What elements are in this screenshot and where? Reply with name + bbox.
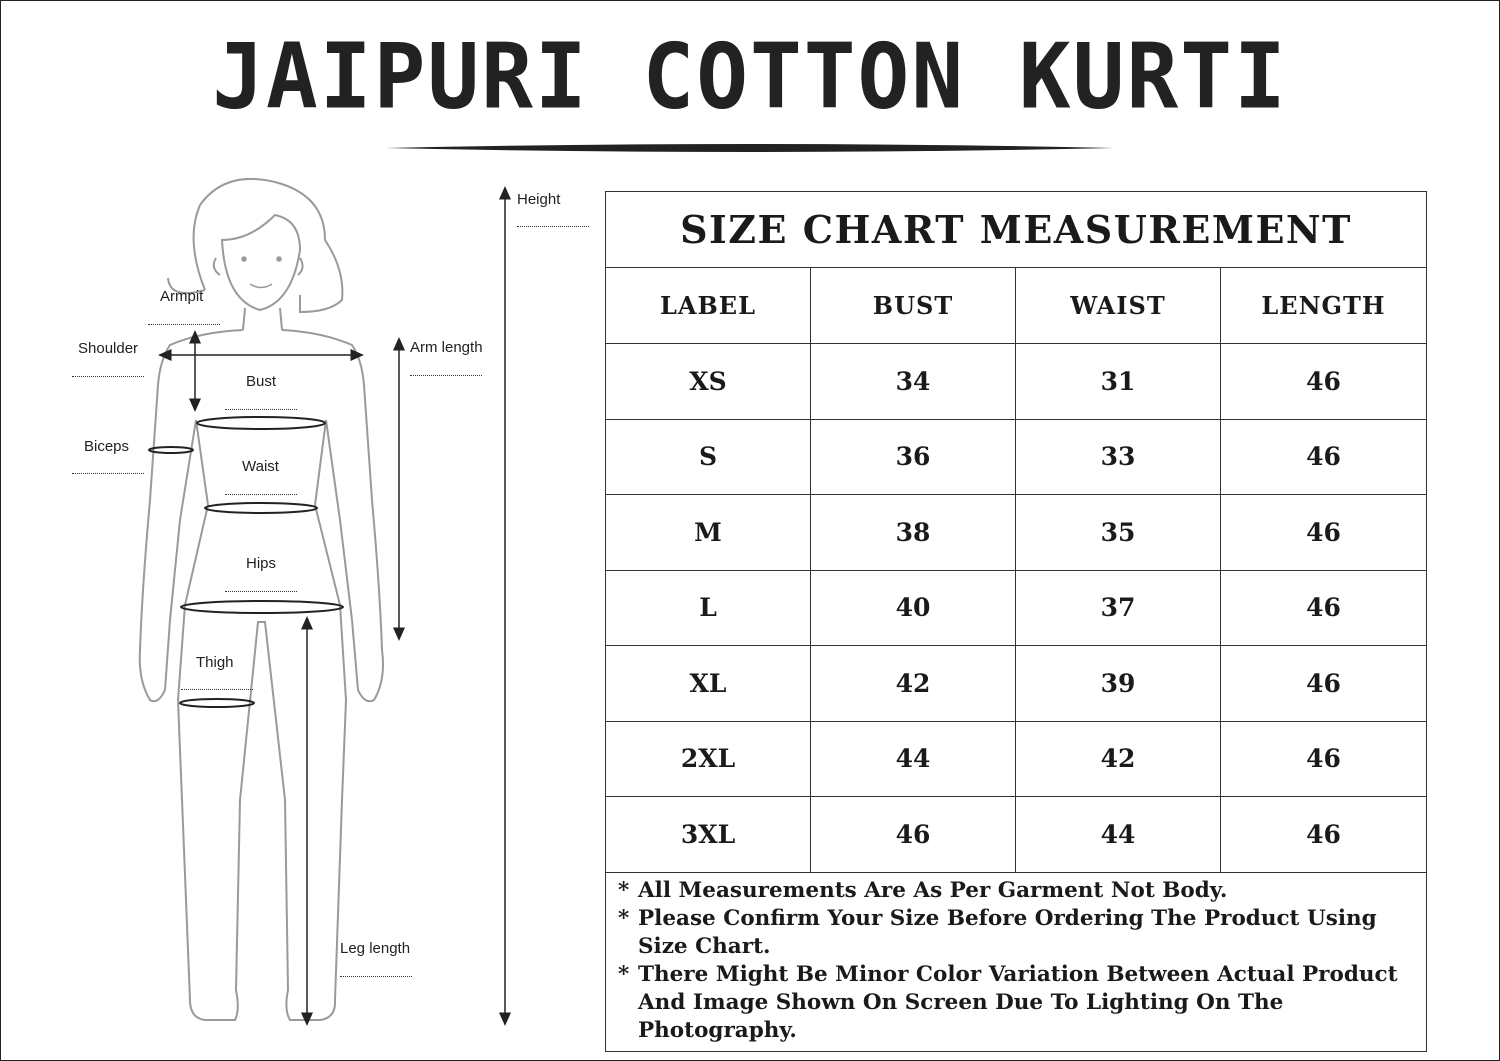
table-row (606, 495, 1427, 571)
table-row (606, 721, 1427, 797)
hips-value-line (225, 591, 297, 592)
label-thigh: Thigh (196, 654, 234, 671)
size-chart-table (605, 191, 1427, 1052)
bust-cell: 46 (811, 797, 1016, 873)
note-item (618, 877, 1418, 905)
armpit-value-line (148, 324, 220, 325)
label-biceps: Biceps (84, 438, 130, 455)
leg-length-value-line (340, 976, 412, 977)
length-cell: 46 (1221, 495, 1427, 571)
label-shoulder: Shoulder (78, 340, 139, 357)
size-label-cell: L (606, 570, 811, 646)
column-header-waist: WAIST (1016, 268, 1221, 344)
waist-cell: 39 (1016, 646, 1221, 722)
size-label-cell: 2XL (606, 721, 811, 797)
length-cell: 46 (1221, 344, 1427, 420)
arm-length-value-line (410, 375, 482, 376)
waist-cell: 31 (1016, 344, 1221, 420)
label-armpit: Armpit (160, 288, 204, 305)
title-underline (386, 140, 1114, 156)
waist-cell: 35 (1016, 495, 1221, 571)
table-row (606, 646, 1427, 722)
bust-cell: 42 (811, 646, 1016, 722)
bust-value-line (225, 409, 297, 410)
length-cell: 46 (1221, 570, 1427, 646)
length-cell: 46 (1221, 797, 1427, 873)
label-bust: Bust (246, 373, 277, 390)
table-row (606, 344, 1427, 420)
column-header-label: LABEL (606, 268, 811, 344)
waist-cell: 42 (1016, 721, 1221, 797)
note-text: All Measurements Are As Per Garment Not Body. (638, 877, 1228, 903)
table-row (606, 570, 1427, 646)
shoulder-value-line (72, 376, 144, 377)
note-text: There Might Be Minor Color Variation Between Actual Product And Image Shown On Screen Due To Lighting On The Photography. (638, 961, 1398, 1043)
size-label-cell: XS (606, 344, 811, 420)
note-item (618, 961, 1418, 1045)
notes-section (606, 872, 1427, 1051)
label-waist: Waist (242, 458, 279, 475)
waist-cell: 44 (1016, 797, 1221, 873)
column-header-bust: BUST (811, 268, 1016, 344)
thigh-value-line (181, 689, 253, 690)
bust-cell: 38 (811, 495, 1016, 571)
bust-cell: 34 (811, 344, 1016, 420)
size-label-cell: XL (606, 646, 811, 722)
length-cell: 46 (1221, 419, 1427, 495)
label-height: Height (517, 191, 561, 208)
page-title: JAIPURI COTTON KURTI (212, 24, 1288, 130)
table-header-row (606, 268, 1427, 344)
length-cell: 46 (1221, 721, 1427, 797)
note-text: Please Confirm Your Size Before Ordering The Product Using Size Chart. (638, 905, 1377, 959)
column-header-length: LENGTH (1221, 268, 1427, 344)
note-bullet: * (618, 905, 630, 931)
body-figure-illustration (0, 170, 600, 1050)
note-bullet: * (618, 877, 630, 903)
length-cell: 46 (1221, 646, 1427, 722)
size-chart-caption: SIZE CHART MEASUREMENT (606, 192, 1427, 268)
waist-cell: 33 (1016, 419, 1221, 495)
bust-cell: 36 (811, 419, 1016, 495)
label-arm-length: Arm length (410, 339, 483, 356)
size-label-cell: S (606, 419, 811, 495)
label-leg-length: Leg length (340, 940, 411, 957)
biceps-value-line (72, 473, 144, 474)
size-label-cell: M (606, 495, 811, 571)
waist-value-line (225, 494, 297, 495)
note-bullet: * (618, 961, 630, 987)
note-item (618, 905, 1418, 961)
label-hips: Hips (246, 555, 277, 572)
table-row (606, 797, 1427, 873)
table-row (606, 419, 1427, 495)
bust-cell: 40 (811, 570, 1016, 646)
height-value-line (517, 226, 589, 227)
waist-cell: 37 (1016, 570, 1221, 646)
bust-cell: 44 (811, 721, 1016, 797)
size-label-cell: 3XL (606, 797, 811, 873)
